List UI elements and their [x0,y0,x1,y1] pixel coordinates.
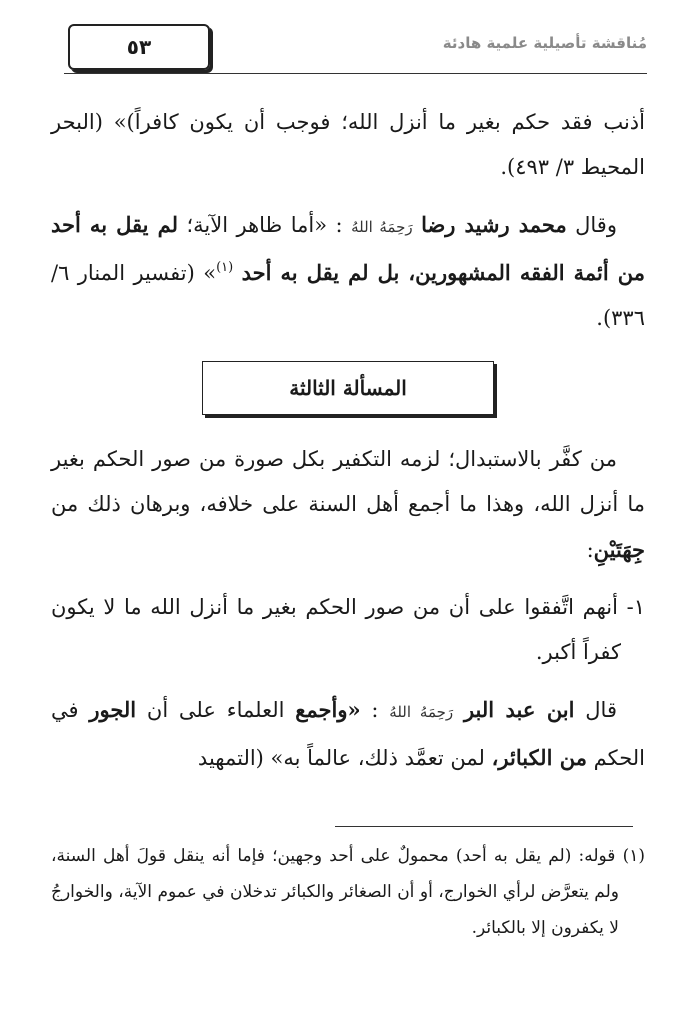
paragraph-4 [51,687,645,781]
footnote-marker[interactable]: (١) [216,260,234,275]
page-number-box [68,24,210,70]
section-title-wrap [51,361,645,415]
text-run: : [360,698,379,722]
text-run: لمن تعمَّد ذلك، عالماً به» (التمهيد [197,746,492,770]
scholar-name: ابن عبد البر [463,697,575,722]
paragraph-1: أذنب فقد حكم بغير ما أنزل الله؛ فوجب أن يكون كافراً)» (البحر المحيط ٣/ ٤٩٣). [51,110,645,179]
text-run: العلماء على أن [136,698,296,722]
spacer [51,190,645,202]
text-run: : [586,538,594,562]
text-run: : «أما ظاهر الآية؛ [177,213,343,237]
paragraph-3 [51,437,645,573]
main-text [51,100,645,781]
text-run: » (تفسير المنار ٦/ ٣٣٦). [51,261,645,330]
list-item-1: ١- أنهم اتَّفقوا على أن من صور الحكم بغير ما أنزل الله ما لا يكون كفراً أكبر. [51,595,645,664]
text-run: في الحكم [51,698,645,770]
section-title-box [202,361,494,415]
bold-quote: لم يقل به أحد من أئمة الفقه المشهورين، بل لم يقل به أحد [51,212,645,285]
honorific: رَحِمَهُ اللهُ [389,703,454,721]
header-divider [64,73,647,74]
bold-word: من الكبائر، [491,745,587,770]
page-number: ٥٣ [126,35,152,59]
footnote-1: (١) قوله: (لم يقل به أحد) محمولٌ على أحد وجهين؛ فإما أنه ينقل قولَ أهل السنة، ولم يتعرَّض لرأي الخوارج، أو أن الصغائر والكبائر تدخلان في عموم الآية، والخوارجُ لا يكفرون إلا بالكبائر. [51,846,645,938]
text-run: وقال [566,213,617,237]
running-title: مُناقشة تأصيلية علمية هادئة [442,34,647,52]
honorific: رَحِمَهُ اللهُ [351,218,413,236]
footnotes [51,838,645,946]
text-run: من كفَّر بالاستبدال؛ لزمه التكفير بكل صورة من صور الحكم بغير ما أنزل الله، وهذا ما أجمع أهل السنة على خلافه، وبرهان ذلك من [51,447,645,516]
scholar-name: محمد رشيد رضا [421,212,567,237]
spacer [51,573,645,585]
bold-word: «وأجمع [295,697,361,722]
section-title: المسألة الثالثة [289,375,407,400]
text-run: قال [574,698,617,722]
footnote-divider [335,826,633,827]
spacer [51,675,645,687]
paragraph-2 [51,202,645,341]
page-header [64,22,647,78]
bold-word: الجور [89,697,137,722]
bold-word: جِهَتَيْنِ [593,537,645,562]
